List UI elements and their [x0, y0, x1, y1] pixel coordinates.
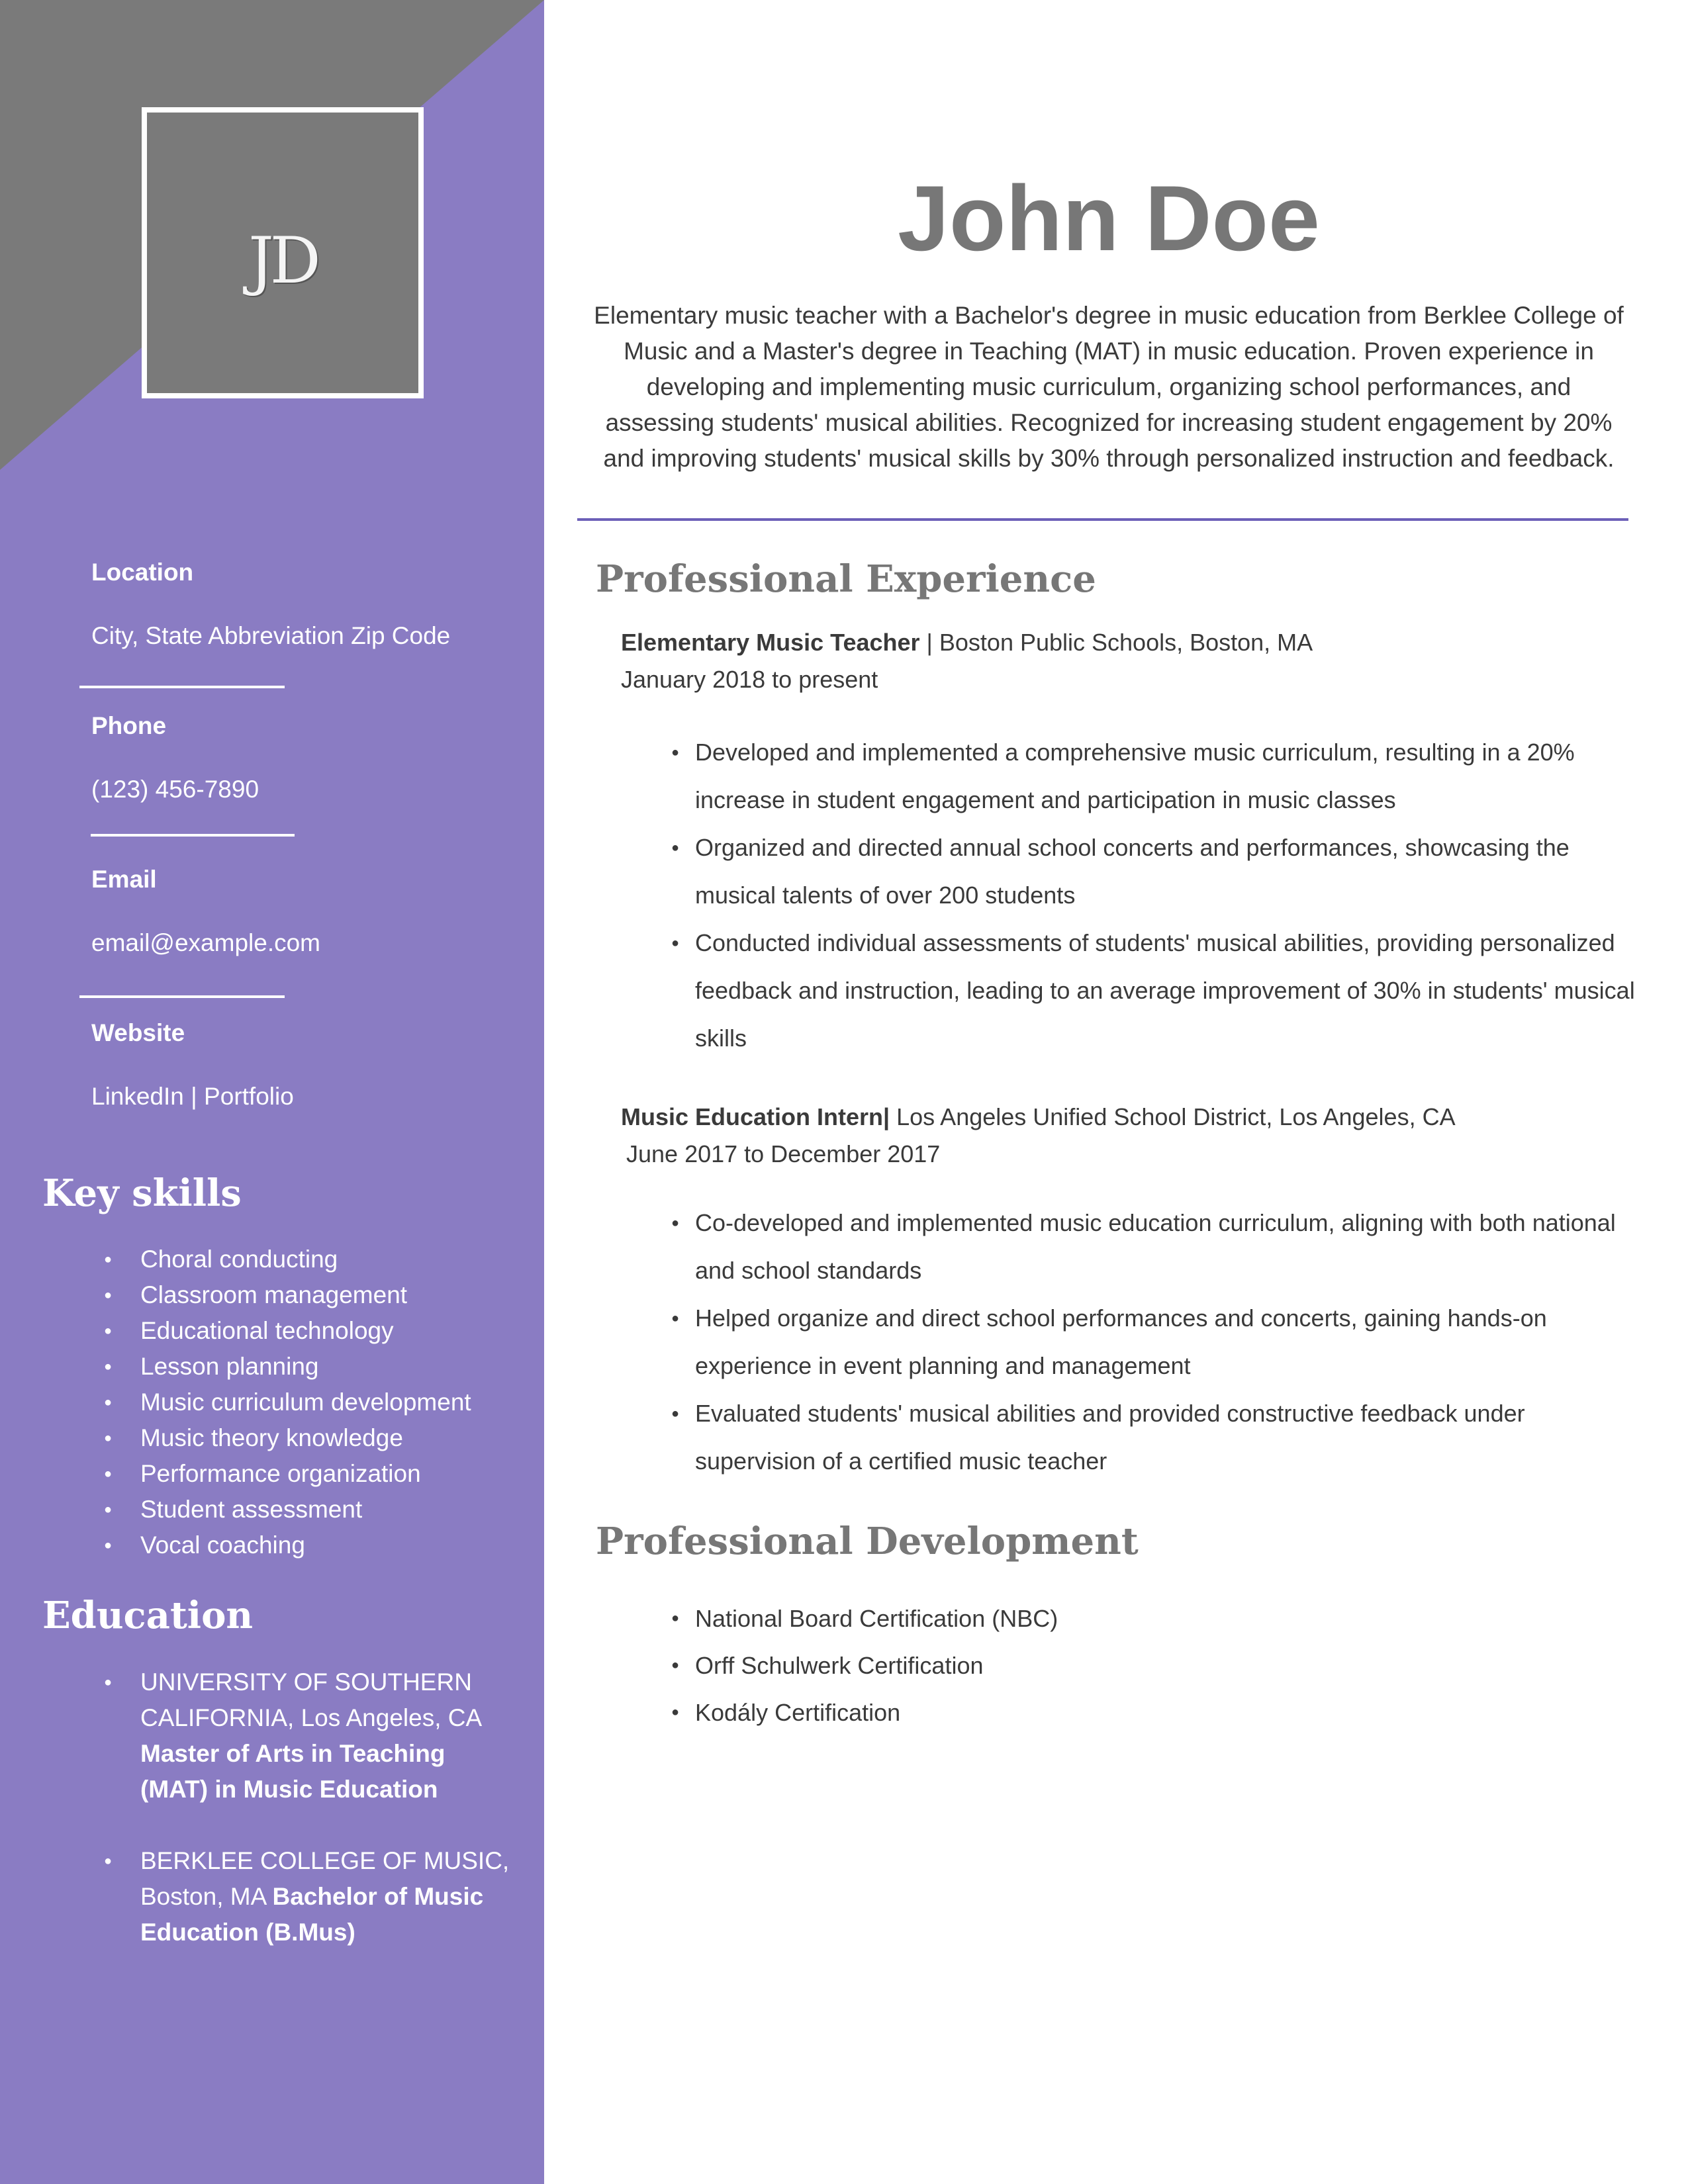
- skill-item: ● Music curriculum development: [0, 1385, 544, 1420]
- development-list: [662, 1595, 1635, 1736]
- contact-label-email: Email: [91, 866, 157, 893]
- contact-divider: [91, 834, 295, 837]
- skill-item: ● Student assessment: [0, 1492, 544, 1527]
- development-item: ● Orff Schulwerk Certification: [662, 1642, 1635, 1689]
- job-bullet: ● Developed and implemented a comprehensive music curriculum, resulting in a 20% increase in student engagement and participation in music classes: [662, 729, 1635, 824]
- experience-heading: Professional Experience: [596, 557, 1096, 601]
- job-separator: [890, 1103, 896, 1130]
- skills-list: [0, 1242, 544, 1563]
- contact-value-location: City, State Abbreviation Zip Code: [91, 622, 451, 649]
- contact-value-website[interactable]: LinkedIn | Portfolio: [91, 1083, 294, 1110]
- sidebar: [0, 0, 544, 2184]
- candidate-name: John Doe: [898, 166, 1320, 270]
- skill-item: ● Vocal coaching: [0, 1527, 544, 1563]
- header-divider: [577, 518, 1628, 521]
- job-title: Music Education Intern|: [621, 1103, 890, 1130]
- education-degree: Master of Arts in Teaching (MAT) in Music Education: [140, 1740, 445, 1803]
- contact-label-location: Location: [91, 559, 194, 586]
- skill-item: ● Educational technology: [0, 1313, 544, 1349]
- contact-divider: [79, 686, 285, 688]
- monogram-initials: JD: [248, 224, 317, 298]
- education-school: UNIVERSITY OF SOUTHERN CALIFORNIA, Los Angeles, CA: [140, 1668, 483, 1731]
- job-bullet: ● Conducted individual assessments of students' musical abilities, providing personalized feedback and instruction, leading to an average improvement of 30% in students' musical skills: [662, 919, 1635, 1062]
- contact-divider: [79, 995, 285, 998]
- bullet-icon: ●: [104, 1854, 113, 1868]
- bullet-icon: ●: [104, 1675, 113, 1690]
- profile-summary: Elementary music teacher with a Bachelor's degree in music education from Berklee College of Music and a Master's degree in Teaching (MAT) in music education. Proven experience in developing and implementing music curriculum, organizing school performances, and assessing students' musical abilities. Recognized for increasing student engagement by 20% and improving students' musical skills by 30% through personalized instruction and feedback.: [594, 302, 1624, 472]
- contact-label-website: Website: [91, 1019, 185, 1046]
- education-entry: [140, 1664, 511, 1807]
- contact-label-phone: Phone: [91, 712, 167, 739]
- job-dates: January 2018 to present: [621, 666, 878, 693]
- job-bullet: ● Evaluated students' musical abilities and provided constructive feedback under supervision of a certified music teacher: [662, 1390, 1635, 1485]
- skill-item: ● Choral conducting: [0, 1242, 544, 1277]
- skill-item: ● Music theory knowledge: [0, 1420, 544, 1456]
- key-skills-heading: Key skills: [42, 1171, 242, 1215]
- job-bullet: ● Organized and directed annual school concerts and performances, showcasing the musical talents of over 200 students: [662, 824, 1635, 919]
- education-school: BERKLEE COLLEGE OF MUSIC, Boston, MA: [140, 1847, 510, 1910]
- job-bullet: ● Helped organize and direct school performances and concerts, gaining hands-on experience in event planning and management: [662, 1295, 1635, 1390]
- education-heading: Education: [42, 1594, 254, 1637]
- contact-value-phone: (123) 456-7890: [91, 776, 259, 803]
- development-heading: Professional Development: [596, 1520, 1139, 1563]
- contact-value-email[interactable]: email@example.com: [91, 929, 321, 956]
- development-item: ● National Board Certification (NBC): [662, 1595, 1635, 1642]
- job-title: Elementary Music Teacher: [621, 629, 920, 656]
- monogram-box: [142, 107, 424, 398]
- job-dates: June 2017 to December 2017: [626, 1140, 941, 1167]
- development-item: ● Kodály Certification: [662, 1689, 1635, 1736]
- job-bullets: [662, 1199, 1635, 1485]
- job-employer: Boston Public Schools, Boston, MA: [939, 629, 1313, 656]
- job-bullets: [662, 729, 1635, 1062]
- job-bullet: ● Co-developed and implemented music education curriculum, aligning with both national and school standards: [662, 1199, 1635, 1295]
- job-separator: |: [919, 629, 939, 656]
- education-degree: Bachelor of Music Education (B.Mus): [140, 1883, 484, 1946]
- skill-item: ● Lesson planning: [0, 1349, 544, 1385]
- job-employer: Los Angeles Unified School District, Los Angeles, CA: [896, 1103, 1456, 1130]
- job-header: [621, 629, 1313, 657]
- job-header: [621, 1103, 1456, 1131]
- education-entry: [140, 1843, 511, 1950]
- skill-item: ● Performance organization: [0, 1456, 544, 1492]
- skill-item: ● Classroom management: [0, 1277, 544, 1313]
